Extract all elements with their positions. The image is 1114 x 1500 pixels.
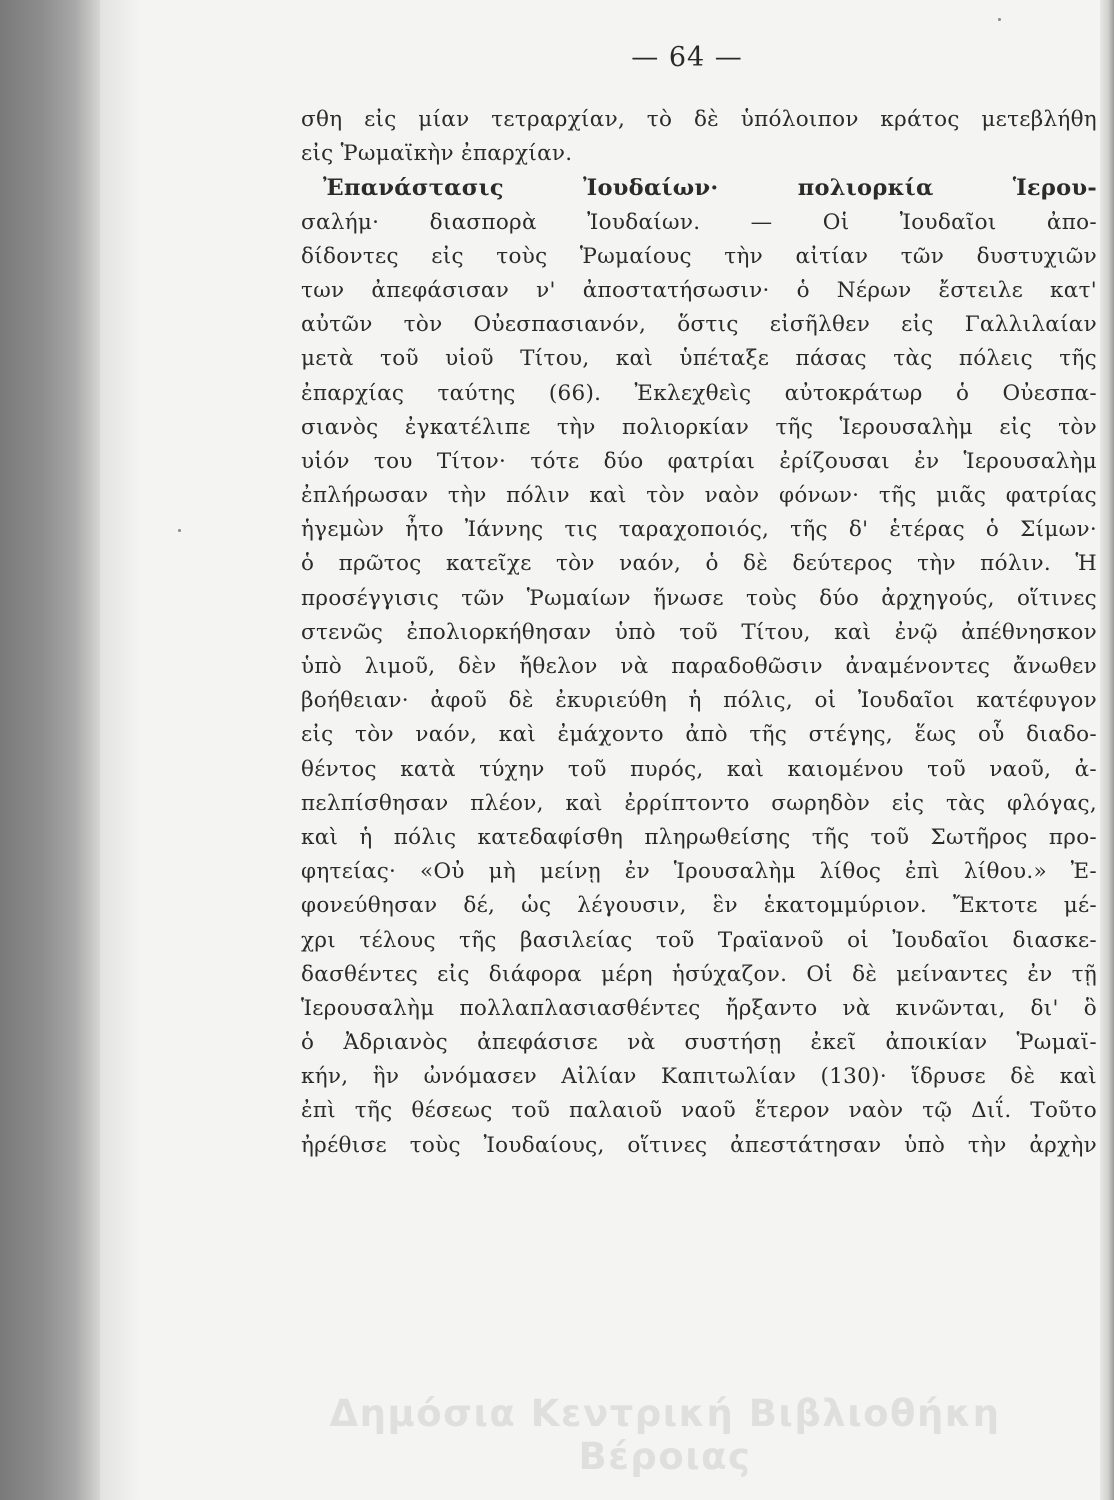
library-watermark: Δημόσια Κεντρική Βιβλιοθήκη Βέροιας [329, 1392, 1001, 1478]
text-line: καὶ ἡ πόλις κατεδαφίσθη πληρωθείσης τῆς τοῦ Σωτῆρος προ- [301, 824, 1097, 850]
text-line: ἐπαρχίας ταύτης (66). Ἐκλεχθεὶς αὐτοκράτωρ ὁ Οὐεσπα- [301, 380, 1097, 406]
text-line: μετὰ τοῦ υἱοῦ Τίτου, καὶ ὑπέταξε πάσας τὰς πόλεις τῆς [301, 346, 1097, 372]
text-line: φητείας· «Οὐ μὴ μείνῃ ἐν Ἱρουσαλὴμ λίθος ἐπὶ λίθου.» Ἐ- [301, 859, 1097, 885]
page-edge [1100, 0, 1114, 1500]
text-line: εἰς Ῥωμαϊκὴν ἐπαρχίαν. [301, 141, 573, 167]
text-line: προσέγγισις τῶν Ῥωμαίων ἥνωσε τοὺς δύο ἀρχηγούς, οἵτινες [301, 585, 1097, 611]
text-line: ὑπὸ λιμοῦ, δὲν ἤθελον νὰ παραδοθῶσιν ἀναμένοντες ἄνωθεν [301, 654, 1097, 679]
text-line: δασθέντες εἰς διάφορα μέρη ἡσύχαζον. Οἱ δὲ μείναντες ἐν τῇ [301, 961, 1097, 987]
text-line: υἱόν του Τίτον· τότε δύο φατρίαι ἐρίζουσαι ἐν Ἱερουσαλὴμ [301, 448, 1097, 474]
text-line: ἐπὶ τῆς θέσεως τοῦ παλαιοῦ ναοῦ ἕτερον ναὸν τῷ Διΐ. Τοῦτο [301, 1098, 1097, 1124]
text-line: σιανὸς ἐγκατέλιπε τὴν πολιορκίαν τῆς Ἱερουσαλὴμ εἰς τὸν [301, 414, 1097, 440]
print-speck [178, 529, 181, 532]
text-line: ὁ Ἀδριανὸς ἀπεφάσισε νὰ συστήσῃ ἐκεῖ ἀποικίαν Ῥωμαϊ- [301, 1030, 1097, 1056]
text-line: ὁ πρῶτος κατεῖχε τὸν ναόν, ὁ δὲ δεύτερος τὴν πόλιν. Ἡ [301, 551, 1097, 577]
text-line: ἠρέθισε τοὺς Ἰουδαίους, οἵτινες ἀπεστάτησαν ὑπὸ τὴν ἀρχὴν [301, 1132, 1097, 1158]
section-heading-line: Ἐπανάστασις Ἰουδαίων· πολιορκία Ἱερου- [323, 175, 1097, 202]
print-speck [998, 18, 1001, 21]
text-line: Ἱερουσαλὴμ πολλαπλασιασθέντες ἤρξαντο νὰ κινῶνται, δι' ὃ [301, 995, 1097, 1021]
binding-gutter [0, 0, 100, 1500]
gutter-shadow [100, 0, 140, 1500]
text-line: θέντος κατὰ τύχην τοῦ πυρός, καὶ καιομένου τοῦ ναοῦ, ἀ- [301, 756, 1097, 782]
text-line: στενῶς ἐπολιορκήθησαν ὑπὸ τοῦ Τίτου, καὶ ἐνῷ ἀπέθνησκον [301, 619, 1097, 645]
text-line: χρι τέλους τῆς βασιλείας τοῦ Τραϊανοῦ οἱ Ἰουδαῖοι διασκε- [301, 927, 1097, 953]
text-line: ἐπλήρωσαν τὴν πόλιν καὶ τὸν ναὸν φόνων· τῆς μιᾶς φατρίας [301, 483, 1097, 509]
text-line: κήν, ἣν ὠνόμασεν Αἰλίαν Καπιτωλίαν (130)· ἵδρυσε δὲ καὶ [301, 1064, 1097, 1090]
text-line: δίδοντες εἰς τοὺς Ῥωμαίους τὴν αἰτίαν τῶν δυστυχιῶν [301, 243, 1097, 269]
page-number: — 64 — [631, 42, 743, 73]
section-heading-line: σαλήμ· διασπορὰ Ἰουδαίων. — Οἱ Ἰουδαῖοι ἀπο- [301, 209, 1097, 235]
text-line: σθη εἰς μίαν τετραρχίαν, τὸ δὲ ὑπόλοιπον κράτος μετεβλήθη [301, 107, 1097, 132]
text-line: βοήθειαν· ἀφοῦ δὲ ἐκυριεύθη ἡ πόλις, οἱ Ἰουδαῖοι κατέφυγον [301, 688, 1097, 714]
text-line: εἰς τὸν ναόν, καὶ ἐμάχοντο ἀπὸ τῆς στέγης, ἕως οὗ διαδο- [301, 722, 1097, 748]
body-text [301, 103, 1097, 1163]
text-line: φονεύθησαν δέ, ὡς λέγουσιν, ἓν ἑκατομμύριον. Ἔκτοτε μέ- [301, 893, 1097, 919]
text-line: ἡγεμὼν ἦτο Ἰάννης τις ταραχοποιός, τῆς δ' ἑτέρας ὁ Σίμων· [301, 517, 1097, 543]
text-line: των ἀπεφάσισαν ν' ἀποστατήσωσιν· ὁ Νέρων ἔστειλε κατ' [301, 277, 1097, 303]
text-line: πελπίσθησαν πλέον, καὶ ἐρρίπτοντο σωρηδὸν εἰς τὰς φλόγας, [301, 790, 1097, 816]
text-line: αὐτῶν τὸν Οὐεσπασιανόν, ὅστις εἰσῆλθεν εἰς Γαλλιλαίαν [301, 312, 1097, 338]
